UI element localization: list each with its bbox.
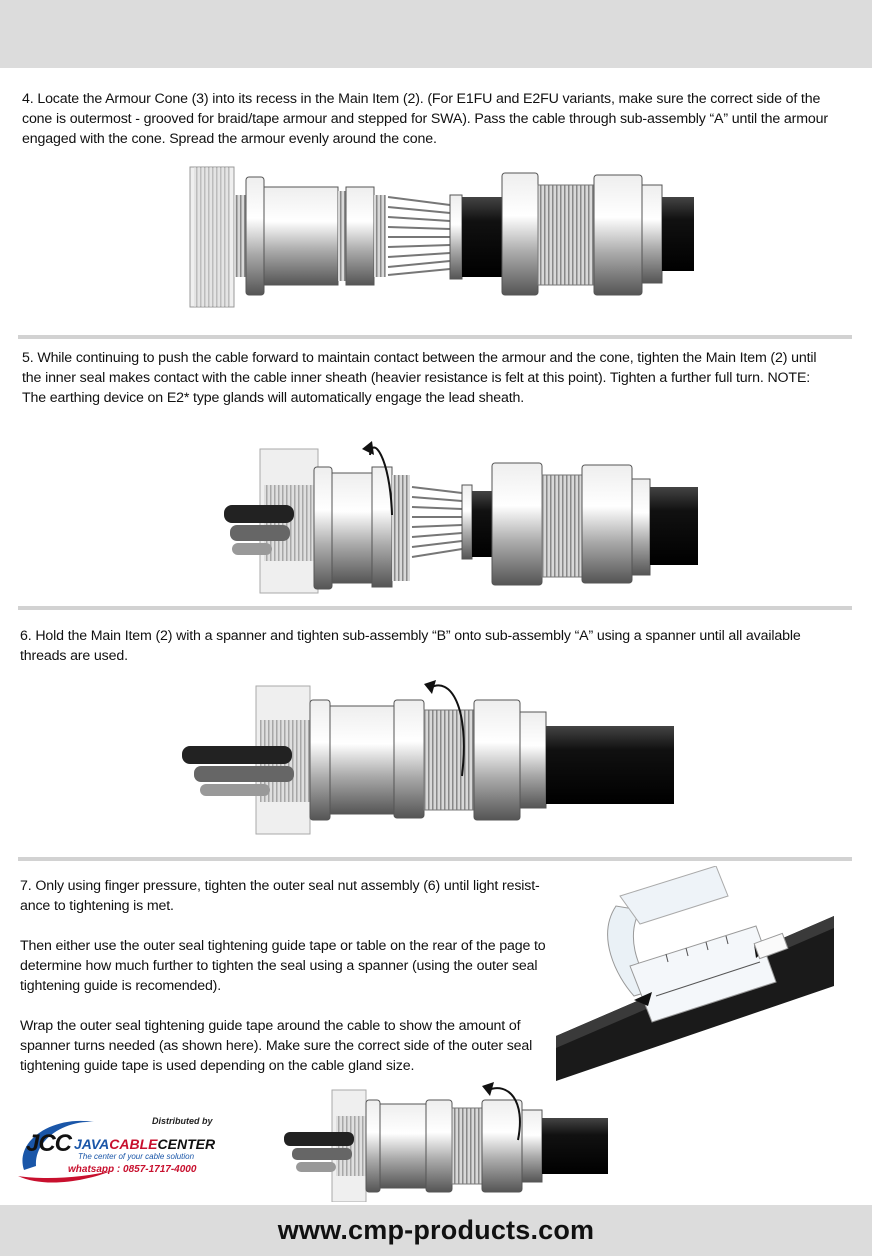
divider-3	[18, 857, 852, 861]
whatsapp-contact: whatsapp : 0857-1717-4000	[68, 1164, 197, 1175]
gland-outer-seal-tightening-illustration	[282, 1080, 612, 1202]
guide-tape-on-cable-illustration	[556, 866, 834, 1084]
brand-name-cable: CABLE	[109, 1136, 158, 1152]
footer-url[interactable]: www.cmp-products.com	[277, 1215, 595, 1245]
step-7-paragraph-1: 7. Only using finger pressure, tighten the outer seal nut assembly (6) until light resist-ance to tightening is met.	[20, 878, 540, 914]
brand-name-java: JAVA	[74, 1136, 110, 1152]
gland-armour-cone-illustration	[188, 165, 698, 310]
step-5-text: 5. While continuing to push the cable forward to maintain contact between the armour and the cone, tighten the Main Item (2) until the inner seal makes contact with the cable inner sheath (heavier resistance is felt at this point). Tighten a further full turn. NOTE: The earthing device on E2* type glands will automatically engage the lead sheath.	[22, 350, 817, 406]
brand-name-center: CENTER	[157, 1136, 216, 1152]
footer-band	[0, 1205, 872, 1256]
gland-subassembly-b-tightening-illustration	[180, 676, 680, 836]
step-7-paragraph-3: Wrap the outer seal tightening guide tape around the cable to show the amount of spanner turns needed (as shown here). Make sure the correct side of the outer seal tightening guide tape is used depending on the cable gland size.	[20, 1018, 533, 1074]
distributed-by-label: Distributed by	[152, 1116, 213, 1126]
brand-tagline: The center of your cable solution	[78, 1152, 195, 1161]
brand-name	[74, 1136, 215, 1152]
step-4-text: 4. Locate the Armour Cone (3) into its recess in the Main Item (2). (For E1FU and E2FU variants, make sure the correct side of the cone is outermost - grooved for braid/tape armour and stepped for SWA). Pass the cable through sub-assembly “A” until the armour engaged with the cone. Spread the armour evenly around the cone.	[22, 91, 828, 147]
step-7-text	[20, 876, 550, 1076]
header-band	[0, 0, 872, 68]
step-7-paragraph-2: Then either use the outer seal tightening guide tape or table on the rear of the page to determine how much further to tighten the seal using a spanner (using the outer seal tightening guide is recomended).	[20, 938, 546, 994]
jcc-mark: JCC	[26, 1130, 72, 1157]
divider-2	[18, 606, 852, 610]
step-6-text: 6. Hold the Main Item (2) with a spanner and tighten sub-assembly “B” onto sub-assembly “A” using a spanner until all available threads are used.	[20, 628, 801, 664]
gland-main-item-tightening-illustration	[222, 435, 702, 595]
divider-1	[18, 335, 852, 339]
distributor-logo	[14, 1110, 234, 1190]
